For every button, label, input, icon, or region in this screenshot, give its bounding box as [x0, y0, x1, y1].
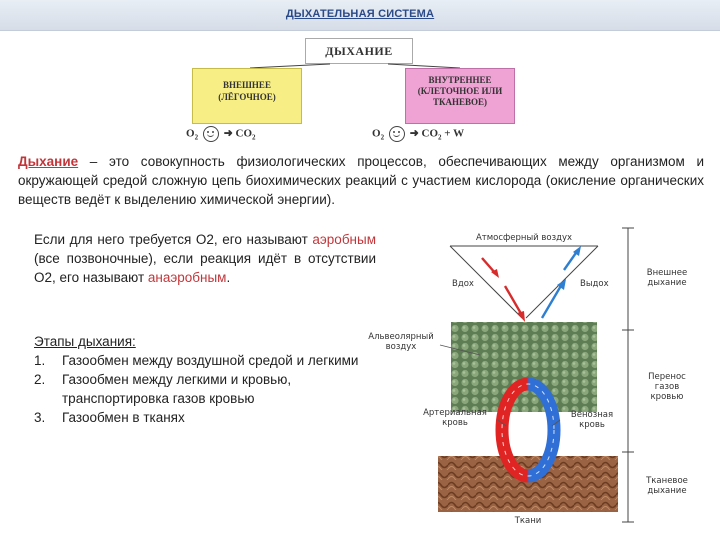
internal-label-2: (КЛЕТОЧНОЕ ИЛИ	[417, 86, 503, 96]
tissues-label: Ткани	[514, 516, 542, 526]
aerobic-term: аэробным	[312, 232, 376, 247]
tissue-block	[438, 456, 618, 512]
alveolar-air-label: Альвеолярный воздух	[368, 332, 434, 352]
exhale-label: Выдох	[580, 279, 609, 289]
venous-blood-label: Венозная кровь	[570, 410, 614, 430]
list-item: 1. Газообмен между воздушной средой и легкими	[34, 353, 359, 368]
respiration-box: ДЫХАНИЕ	[305, 38, 413, 64]
definition-term: Дыхание	[18, 154, 79, 169]
list-item: 2. Газообмен между легкими и кровью, транспортировка газов кровью	[34, 372, 292, 406]
external-label-2: (ЛЁГОЧНОЕ)	[218, 92, 276, 102]
exhale-arrow	[542, 284, 562, 318]
external-label-1: ВНЕШНЕЕ	[223, 80, 271, 90]
page-title: ДЫХАТЕЛЬНАЯ СИСТЕМА	[285, 8, 435, 20]
inhale-label: Вдох	[452, 279, 474, 289]
arrow-right-icon: ➜	[409, 127, 419, 140]
tissue-breathing-label: Тканевое дыхание	[646, 476, 688, 496]
internal-label-3: ТКАНЕВОЕ)	[432, 97, 488, 107]
arrow-right-icon: ➜	[223, 127, 233, 140]
alveoli-block	[451, 322, 597, 412]
anaerobic-term: анаэробным	[147, 270, 227, 285]
oxygen-paragraph: Если для него требуется О2, его называют аэробным (все позвоночные), если реакция идёт в отсутствии О2, его называют анаэробным.	[34, 232, 376, 285]
internal-label-1: ВНУТРЕННЕЕ	[428, 75, 492, 85]
external-breathing-label: Внешнее дыхание	[646, 268, 688, 288]
internal-formula: $O_2$ ➜ $CO_2 + W$	[372, 127, 465, 142]
gas-transport-label: Перенос газов кровью	[648, 372, 686, 402]
arterial-blood-label: Артериальная кровь	[423, 408, 487, 428]
definition-body: – это совокупность физиологических процессов, обеспечивающих между организмом и окружающей средой сложную цепь биохимических реакций с участием кислорода (окисление органических веществ ведёт к выделению химической энергии).	[18, 154, 704, 207]
external-formula: $O_2$ ➜ $CO_2$	[186, 127, 256, 142]
stages-heading: Этапы дыхания:	[34, 334, 136, 349]
list-item: 3. Газообмен в тканях	[34, 410, 185, 425]
atmos-air-label: Атмосферный воздух	[475, 233, 573, 243]
